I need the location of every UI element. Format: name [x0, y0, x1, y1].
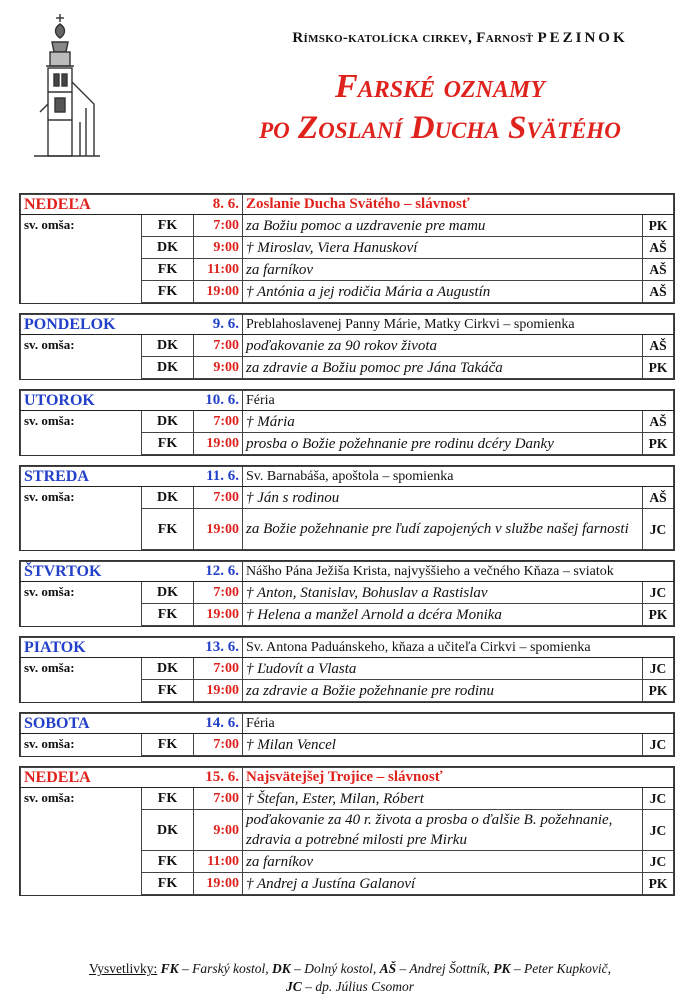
day-block: [19, 712, 675, 757]
day-feast: Najsvätejšej Trojice – slávnosť: [243, 768, 674, 788]
mass-intention: † Antónia a jej rodičia Mária a Augustín: [243, 281, 643, 303]
mass-place: DK: [142, 582, 194, 604]
day-date: 8. 6.: [142, 195, 243, 215]
day-name: UTOROK: [21, 391, 142, 411]
mass-intention: za farníkov: [243, 259, 643, 281]
parish-line: [230, 30, 690, 47]
day-name: PIATOK: [21, 638, 142, 658]
mass-label: sv. omša:: [21, 658, 142, 702]
day-feast: Nášho Pána Ježiša Krista, najvyššieho a večného Kňaza – sviatok: [243, 562, 674, 582]
mass-time: 7:00: [194, 658, 243, 680]
mass-place: FK: [142, 281, 194, 303]
mass-time: 7:00: [194, 215, 243, 237]
day-date: 13. 6.: [142, 638, 243, 658]
legend: [0, 960, 700, 996]
mass-intention: † Helena a manžel Arnold a dcéra Monika: [243, 604, 643, 626]
day-date: 15. 6.: [142, 768, 243, 788]
legend-abbr: PK: [493, 961, 511, 976]
legend-text: – Farský kostol,: [178, 961, 272, 976]
mass-place: FK: [142, 215, 194, 237]
mass-time: 19:00: [194, 680, 243, 702]
mass-intention: † Ľudovít a Vlasta: [243, 658, 643, 680]
mass-priest: JC: [643, 509, 674, 550]
mass-place: FK: [142, 433, 194, 455]
schedule: [19, 193, 675, 905]
mass-priest: JC: [642, 788, 673, 810]
mass-time: 7:00: [194, 411, 243, 433]
mass-time: 19:00: [194, 604, 243, 626]
mass-label: sv. omša:: [21, 335, 142, 379]
legend-abbr: FK: [160, 961, 179, 976]
legend-text: – Dolný kostol,: [290, 961, 380, 976]
town-name: PEZINOK: [537, 30, 628, 46]
day-name: NEDEĽA: [21, 768, 142, 788]
mass-priest: JC: [642, 810, 673, 851]
mass-place: FK: [142, 873, 194, 895]
legend-abbr: JC: [286, 979, 302, 994]
mass-label: sv. omša:: [21, 582, 142, 626]
mass-intention: prosba o Božie požehnanie pre rodinu dcéry Danky: [243, 433, 643, 455]
legend-text: – dp. Július Csomor: [301, 979, 414, 994]
mass-label: sv. omša:: [21, 734, 142, 756]
mass-priest: JC: [642, 851, 673, 873]
mass-row: [21, 734, 674, 756]
mass-priest: PK: [642, 215, 673, 237]
mass-intention: za zdravie a Božie požehnanie pre rodinu: [243, 680, 643, 702]
mass-intention: za zdravie a Božiu pomoc pre Jána Takáča: [243, 357, 643, 379]
mass-intention: † Anton, Stanislav, Bohuslav a Rastislav: [243, 582, 643, 604]
mass-place: DK: [142, 357, 194, 379]
mass-priest: PK: [642, 873, 673, 895]
mass-time: 7:00: [194, 582, 243, 604]
mass-place: FK: [142, 680, 194, 702]
mass-time: 9:00: [194, 810, 243, 851]
mass-time: 11:00: [194, 851, 243, 873]
mass-row: [21, 411, 674, 433]
mass-priest: PK: [643, 604, 674, 626]
day-block: [19, 465, 675, 551]
mass-intention: poďakovanie za 90 rokov života: [243, 335, 643, 357]
day-feast: Féria: [243, 391, 674, 411]
mass-time: 9:00: [194, 237, 243, 259]
mass-intention: za Božiu pomoc a uzdravenie pre mamu: [243, 215, 643, 237]
mass-place: DK: [142, 335, 194, 357]
mass-row: [21, 335, 674, 357]
mass-priest: JC: [643, 582, 674, 604]
mass-priest: AŠ: [642, 411, 673, 433]
mass-time: 19:00: [194, 873, 243, 895]
day-block: [19, 193, 675, 304]
mass-intention: † Milan Vencel: [243, 734, 643, 756]
mass-place: DK: [142, 658, 194, 680]
day-block: [19, 389, 675, 456]
day-name: NEDEĽA: [21, 195, 142, 215]
day-block: [19, 560, 675, 627]
day-feast: Zoslanie Ducha Svätého – slávnosť: [243, 195, 674, 215]
mass-place: DK: [142, 237, 194, 259]
mass-place: FK: [142, 851, 194, 873]
day-block: [19, 636, 675, 703]
mass-intention: za Božie požehnanie pre ľudí zapojených v službe našej farnosti: [243, 509, 643, 550]
mass-row: [21, 788, 674, 810]
mass-place: FK: [142, 788, 194, 810]
day-feast: Sv. Antona Paduánskeho, kňaza a učiteľa Cirkvi – spomienka: [243, 638, 674, 658]
mass-time: 19:00: [194, 281, 243, 303]
mass-intention: za farníkov: [243, 851, 643, 873]
day-name: SOBOTA: [21, 714, 142, 734]
mass-row: [21, 487, 674, 509]
mass-priest: AŠ: [642, 281, 673, 303]
church-tower-icon: [20, 12, 106, 162]
mass-place: DK: [142, 810, 194, 851]
mass-priest: AŠ: [642, 237, 673, 259]
mass-place: DK: [142, 411, 194, 433]
mass-intention: † Štefan, Ester, Milan, Róbert: [243, 788, 643, 810]
day-block: [19, 313, 675, 380]
mass-time: 19:00: [194, 509, 243, 550]
day-name: PONDELOK: [21, 315, 142, 335]
mass-time: 7:00: [194, 487, 243, 509]
mass-label: sv. omša:: [21, 215, 142, 303]
mass-intention: poďakovanie za 40 r. života a prosba o ďalšie B. požehnanie, zdravia a potrebné milosti pre Mirku: [243, 810, 643, 851]
day-date: 14. 6.: [142, 714, 243, 734]
day-date: 12. 6.: [142, 562, 243, 582]
mass-time: 19:00: [194, 433, 243, 455]
mass-place: DK: [142, 487, 194, 509]
mass-priest: AŠ: [642, 259, 673, 281]
page-subtitle: po Zoslaní Ducha Svätého: [259, 110, 621, 146]
mass-priest: PK: [643, 357, 674, 379]
mass-priest: JC: [642, 734, 673, 756]
legend-text: – Peter Kupkovič,: [510, 961, 612, 976]
mass-time: 7:00: [194, 788, 243, 810]
mass-time: 7:00: [194, 335, 243, 357]
day-date: 10. 6.: [142, 391, 243, 411]
mass-place: FK: [142, 734, 194, 756]
legend-abbr: DK: [272, 961, 291, 976]
church-name: Rímsko-katolícka cirkev, Farnosť: [292, 30, 538, 46]
mass-time: 7:00: [194, 734, 243, 756]
mass-priest: AŠ: [643, 487, 674, 509]
mass-label: sv. omša:: [21, 788, 142, 895]
day-name: ŠTVRTOK: [21, 562, 142, 582]
mass-time: 9:00: [194, 357, 243, 379]
legend-text: – Andrej Šottník,: [396, 961, 494, 976]
mass-row: [21, 658, 674, 680]
mass-priest: PK: [643, 680, 674, 702]
mass-priest: JC: [643, 658, 674, 680]
mass-place: FK: [142, 509, 194, 550]
mass-intention: † Andrej a Justína Galanoví: [243, 873, 643, 895]
mass-row: [21, 582, 674, 604]
page-header: [0, 0, 700, 190]
mass-row: [21, 215, 674, 237]
legend-title: Vysvetlivky:: [88, 961, 158, 976]
day-feast: Preblahoslavenej Panny Márie, Matky Cirkvi – spomienka: [243, 315, 674, 335]
day-block: [19, 766, 675, 896]
mass-label: sv. omša:: [21, 411, 142, 455]
day-date: 9. 6.: [142, 315, 243, 335]
mass-priest: PK: [642, 433, 673, 455]
day-feast: Féria: [243, 714, 674, 734]
mass-place: FK: [142, 604, 194, 626]
page-title: Farské oznamy: [335, 68, 545, 105]
mass-time: 11:00: [194, 259, 243, 281]
day-feast: Sv. Barnabáša, apoštola – spomienka: [243, 467, 674, 487]
day-name: STREDA: [21, 467, 142, 487]
mass-label: sv. omša:: [21, 487, 142, 550]
mass-place: FK: [142, 259, 194, 281]
day-date: 11. 6.: [142, 467, 243, 487]
mass-intention: † Ján s rodinou: [243, 487, 643, 509]
mass-intention: † Miroslav, Viera Hanuskoví: [243, 237, 643, 259]
mass-intention: † Mária: [243, 411, 643, 433]
legend-abbr: AŠ: [379, 961, 397, 976]
mass-priest: AŠ: [643, 335, 674, 357]
